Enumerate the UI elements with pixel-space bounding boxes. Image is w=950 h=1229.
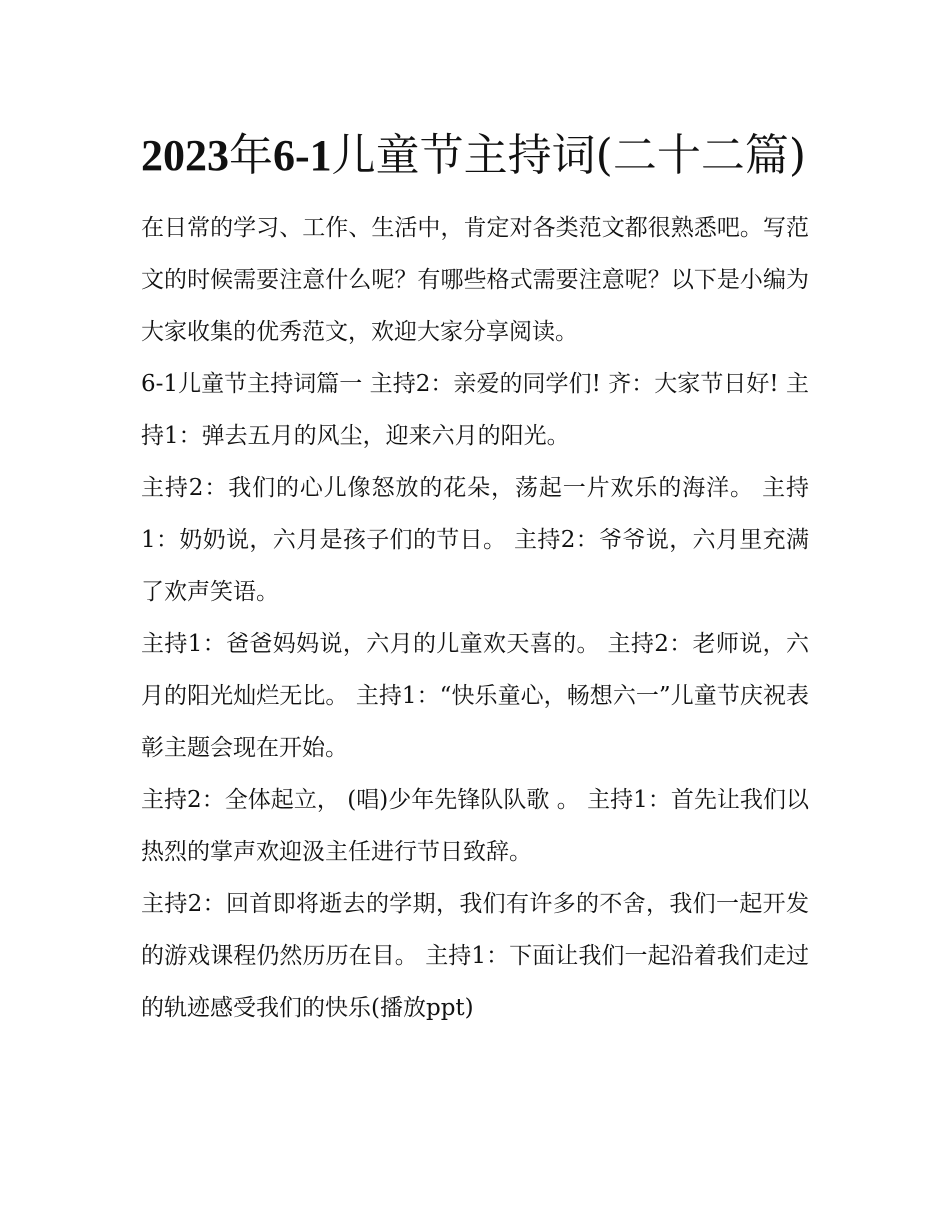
body-paragraph: 主持2：回首即将逝去的学期，我们有许多的不舍，我们一起开发的游戏课程仍然历历在目。 主持1：下面让我们一起沿着我们走过的轨迹感受我们的快乐(播放ppt)	[141, 891, 809, 1021]
title-text: 儿童节主持词(二十二篇)	[331, 130, 806, 181]
body-paragraph: 主持2：全体起立， (唱)少年先锋队队歌 。 主持1：首先让我们以热烈的掌声欢迎汲主任进行节日致辞。	[141, 787, 809, 865]
title-date: 6-1	[273, 131, 332, 180]
body-paragraph: 6-1儿童节主持词篇一 主持2：亲爱的同学们! 齐：大家节日好! 主持1：弹去五月的风尘，迎来六月的阳光。	[141, 371, 809, 449]
document-title	[141, 118, 809, 194]
intro-paragraph: 在日常的学习、工作、生活中，肯定对各类范文都很熟悉吧。写范文的时候需要注意什么呢？有哪些格式需要注意呢？以下是小编为大家收集的优秀范文，欢迎大家分享阅读。	[141, 215, 809, 345]
body-paragraph: 主持2：我们的心儿像怒放的花朵，荡起一片欢乐的海洋。 主持1：奶奶说，六月是孩子们的节日。 主持2：爷爷说，六月里充满了欢声笑语。	[141, 475, 809, 605]
document-page	[141, 118, 809, 1034]
title-year: 2023	[141, 131, 229, 180]
body-paragraph: 主持1：爸爸妈妈说，六月的儿童欢天喜的。 主持2：老师说，六月的阳光灿烂无比。 主持1：“快乐童心，畅想六一”儿童节庆祝表彰主题会现在开始。	[141, 631, 809, 761]
title-year-suffix: 年	[229, 130, 273, 181]
